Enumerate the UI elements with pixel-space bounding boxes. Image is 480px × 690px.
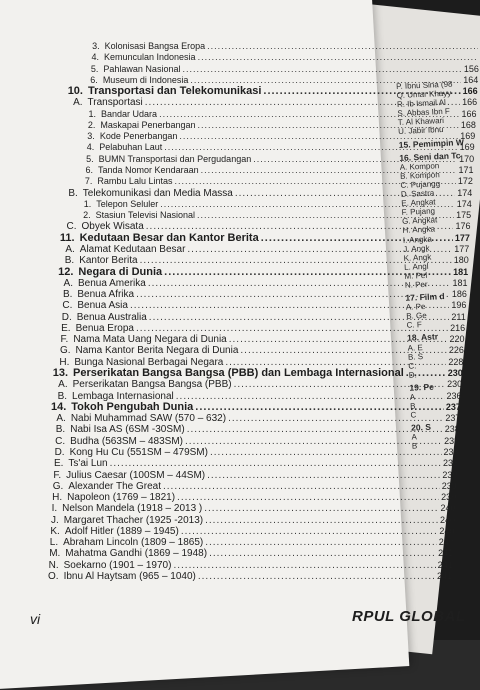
toc-number: 1. [88,108,97,119]
toc-number: 7. [84,176,93,187]
toc-number: 5. [86,153,94,164]
facing-toc-entry: J. Angk [403,243,430,254]
toc-page-number: 237 [445,401,461,412]
toc-number: C. [66,221,77,233]
toc-number: 11. [59,231,75,244]
toc-page-number: 238 [443,446,459,457]
toc-title: Pahlawan Nasional [103,63,181,74]
toc-title: Tokoh Pengubah Dunia [71,400,194,413]
toc-title: Maskapai Penerbangan [100,119,196,130]
toc-section [53,367,463,379]
facing-toc-entry: D. Sastra [400,188,435,199]
facing-toc-entry: U. Jabir Ibnu [397,125,444,137]
toc-title: Kong Hu Cu (551SM – 479SM) [69,446,208,458]
facing-toc-entry: C. Pujangg [400,179,441,190]
toc-number: A. [56,413,66,425]
toc-title: Rambu Lalu Lintas [97,176,173,187]
toc-page-number: 238 [444,435,460,446]
facing-toc-entry: A [411,432,418,443]
toc-number: 5. [90,63,99,74]
facing-toc-entry: B. S [407,351,424,362]
toc-title: Kemunculan Indonesia [104,52,196,63]
toc-title: Telekomunikasi dan Media Massa [82,187,233,199]
toc-page-number: 176 [455,221,471,232]
toc-number: K. [50,525,60,537]
toc-title: Perserikatan Bangsa Bangsa (PBB) [72,379,232,391]
toc-number: A. [65,243,75,255]
facing-toc-entry: N. Per [404,279,428,290]
toc-entry [89,108,477,120]
toc-section [58,266,468,278]
facing-toc-entry: E. Angkat [401,197,436,209]
toc-number: H. [52,492,63,504]
toc-page-number: 241 [436,571,452,581]
toc-title: Obyek Wisata [81,221,144,233]
toc-title: BUMN Transportasi dan Pergudangan [98,153,252,164]
toc-entry [92,40,480,52]
toc-entry [86,153,474,165]
toc-number: 1. [83,198,92,209]
facing-toc-entry: G. Angkat [401,215,438,227]
toc-title: Transportasi [87,97,143,109]
toc-page-number: 166 [462,97,478,108]
facing-toc-entry: B [409,401,416,411]
toc-entry [86,164,474,176]
facing-toc-section: 15. Pemimpin W [398,136,465,150]
toc-title: Benua Eropa [75,322,134,334]
toc-page-number: 240 [440,503,456,514]
facing-toc-entry: B. Ge [406,311,427,322]
toc-page-number: 181 [452,277,468,288]
dot-leader [207,40,478,52]
toc-title: Kantor Berita [79,255,138,267]
toc-number: 3. [87,131,95,142]
toc-page-number: 170 [459,153,475,164]
toc-number: 6. [90,74,98,85]
facing-toc-section: 17. Film d [405,291,445,303]
toc-entry [88,119,476,131]
dot-leader [164,266,451,278]
toc-number: G. [52,480,64,492]
toc-title: Mahatma Gandhi (1869 – 1948) [65,548,208,560]
facing-toc-entry: B [411,441,418,452]
toc-page-number: 177 [454,232,470,243]
toc-page-number: 238 [444,424,460,435]
facing-toc-section: 16. Seni dan Tc [399,149,461,163]
toc-page-number: 175 [456,210,472,221]
toc-title: Alexander The Great [68,480,161,492]
toc-entry [83,209,471,221]
toc-entry [91,51,479,63]
facing-toc-entry: A. Pe [405,302,426,312]
dot-leader [174,175,455,187]
toc-page-number: 230 [447,379,463,390]
dot-leader [263,85,460,97]
toc-number: I. [51,503,58,515]
facing-toc-entry: I. Angka [402,234,432,245]
toc-page-number: 171 [458,165,474,176]
toc-number: C. [62,300,73,312]
toc-page-number: 166 [461,108,477,119]
toc-number: 6. [85,165,94,176]
dot-leader [160,198,454,210]
facing-toc-entry: A. E [407,342,423,353]
toc-page-number: 177 [454,243,470,254]
toc-number: 4. [86,142,95,153]
toc-title: Nama Mata Uang Negara di Dunia [73,334,227,346]
toc-title: Nama Kantor Berita Negara di Dunia [75,345,239,357]
toc-page-number: 237 [445,413,461,424]
toc-number: J. [50,514,59,526]
facing-toc-entry: A. Kompon [399,160,440,172]
facing-toc-section: 19. Pe [409,381,435,393]
toc-number: B. [62,289,73,301]
dot-leader [201,164,457,176]
toc-page-number: 196 [451,300,467,311]
toc-number: A. [73,97,83,109]
toc-section [51,401,461,413]
facing-toc-entry: L. Angl [403,261,429,272]
toc-number: F. [60,334,69,346]
toc-title: Napoleon (1769 – 1821) [67,492,176,504]
toc-number: F. [53,469,62,481]
toc-title: Julius Caesar (100SM – 44SM) [66,469,206,481]
toc-title: Bunga Nasional Berbagai Negara [74,356,224,368]
toc-page-number: 169 [460,131,476,142]
facing-toc-entry: T. Al Khawari [397,116,445,128]
toc-number: B. [68,187,78,199]
toc-title: Nabi Isa AS (6SM -30SM) [70,424,185,436]
toc-page-number: 156 [463,63,479,74]
dot-leader [261,232,453,244]
toc-page-number: 238 [442,458,458,469]
toc-section [68,85,478,97]
toc-title: Ibnu Al Haytsam (965 – 1040) [63,571,196,582]
toc-number: 2. [87,119,96,130]
toc-title: Benua Amerika [77,277,146,289]
toc-page-number: 241 [438,548,454,559]
toc-number: 14. [50,400,67,413]
dot-leader [198,119,459,131]
toc-number: 12. [58,265,74,278]
toc-page-number: 240 [438,537,454,548]
facing-toc-entry: K. Angk [403,252,432,263]
dot-leader [195,401,444,413]
facing-toc-entry: M. Pel [404,270,428,281]
toc-title: Alamat Kedutaan Besar [79,243,186,255]
toc-number: G. [59,345,71,357]
dot-leader [198,51,478,63]
toc-title: Kode Penerbangan [99,131,178,142]
toc-title: Stasiun Televisi Nasional [95,210,196,221]
facing-toc-entry: D. [408,370,417,380]
facing-toc-section: 20. S [410,422,432,433]
dot-leader [164,141,457,153]
toc-number: 3. [92,41,100,51]
toc-title: Budha (563SM – 483SM) [70,435,184,447]
toc-page-number: 186 [451,289,467,300]
facing-toc-entry: C. F [406,320,422,331]
toc-number: B. [57,390,68,402]
toc-page-number: 216 [450,322,466,333]
toc-title: Transportasi dan Telekomunikasi [87,85,262,98]
toc-title: Benua Asia [77,300,128,312]
facing-toc-entry: P. Ibnu Sina (98 [396,79,453,91]
toc-title: Margaret Thacher (1925 -2013) [63,514,204,526]
toc-title: Kedutaan Besar dan Kantor Berita [79,231,259,244]
toc-page-number: 228 [448,356,464,367]
toc-page-number: 240 [439,525,455,536]
toc-page-number: 220 [449,334,465,345]
dot-leader [182,63,461,75]
toc-title: Kolonisasi Bangsa Eropa [104,41,206,51]
toc-number: A. [63,277,73,289]
toc-page-number: 181 [453,266,469,277]
toc-entry [48,570,452,583]
toc-title: Benua Afrika [77,289,135,301]
toc-page-number: 166 [462,86,478,97]
toc-page-number: 230 [447,368,463,379]
toc-page-number: 164 [463,74,479,85]
facing-toc-entry: S. Abbas Ibn F [397,106,451,119]
toc-page-number: 226 [448,345,464,356]
facing-toc-entry: C [410,410,417,420]
toc-number: D. [61,311,72,323]
toc-title: Nabi Muhammad SAW (570 – 632) [70,413,227,425]
toc-number: O. [48,571,59,582]
toc-entry [91,63,479,75]
facing-toc-entry: R. Ib Ismail Al [396,98,447,110]
toc-page-number: 168 [460,119,476,130]
toc-title: Ts'ai Lun [68,458,108,470]
toc-number: 13. [52,367,69,380]
facing-toc-entry: H. Angka [402,224,436,236]
toc-page-number: 211 [451,311,466,322]
toc-number: B. [64,255,75,267]
toc-page-number: 174 [457,187,473,198]
toc-title: Perserikatan Bangsa Bangsa (PBB) dan Lembaga Internasional [73,367,404,380]
toc-page-number: 180 [453,255,469,266]
toc-number: H. [59,356,70,368]
toc-number: E. [61,322,71,334]
dot-leader [190,74,461,86]
toc-number: C. [55,435,66,447]
page-number: vi [30,611,41,627]
toc-entry [84,198,472,210]
dot-leader [406,367,446,379]
toc-title: Abraham Lincoln (1809 – 1865) [63,537,204,549]
dot-leader [253,153,457,165]
toc-section [60,232,470,244]
toc-page-number: 239 [442,469,458,480]
toc-entry [87,141,475,153]
toc-title: Museum di Indonesia [102,74,189,85]
toc-page-number: 239 [441,492,457,503]
toc-number: N. [48,559,59,571]
toc-number: 4. [91,52,99,63]
toc-page-number: 174 [456,198,472,209]
toc-entry [90,74,478,86]
toc-title: Tanda Nomor Kendaraan [98,165,199,176]
dot-leader [197,209,454,221]
toc-number: M. [49,548,61,560]
toc-page-number: 169 [459,142,475,153]
dot-leader [179,130,458,142]
toc-page-number: 241 [437,559,453,570]
facing-toc-entry: B. Kompon [399,170,440,181]
toc-page-number: 236 [446,390,462,401]
toc-number: E. [53,458,64,470]
toc-page-number: 240 [439,514,455,525]
toc-title: Lembaga Internasional [72,390,174,402]
toc-title: Negara di Dunia [78,265,163,278]
facing-toc-section: 18. Astr [406,331,439,344]
book-title: RPUL GLOBAL [352,608,466,625]
toc-title: Adolf Hitler (1889 – 1945) [64,525,179,537]
dot-leader [159,108,459,120]
dot-leader [198,571,435,583]
toc-number: 2. [83,210,91,221]
toc-title: Pelabuhan Laut [99,142,163,153]
toc-entry [87,130,475,142]
toc-page-number: 239 [441,480,457,491]
toc-number: A. [58,379,68,391]
facing-toc-entry: C. [408,361,417,371]
toc-number: 10. [67,85,83,98]
toc-title: Telepon Seluler [96,198,159,209]
toc-entry [85,175,473,187]
toc-number: L. [49,537,59,549]
toc-page-number: 172 [457,176,473,187]
toc-number: B. [55,424,66,436]
toc-title: Nelson Mandela (1918 – 2013 ) [62,503,203,515]
facing-toc-entry: F. Pujang [401,206,436,218]
toc-title: Bandar Udara [101,108,158,119]
toc-title: Benua Australia [76,311,147,323]
toc-number: D. [54,446,65,458]
toc-title: Soekarno (1901 – 1970) [63,559,172,571]
facing-toc-entry: A [409,392,416,402]
facing-toc-entry: Q. Umar Khayy [396,88,452,101]
